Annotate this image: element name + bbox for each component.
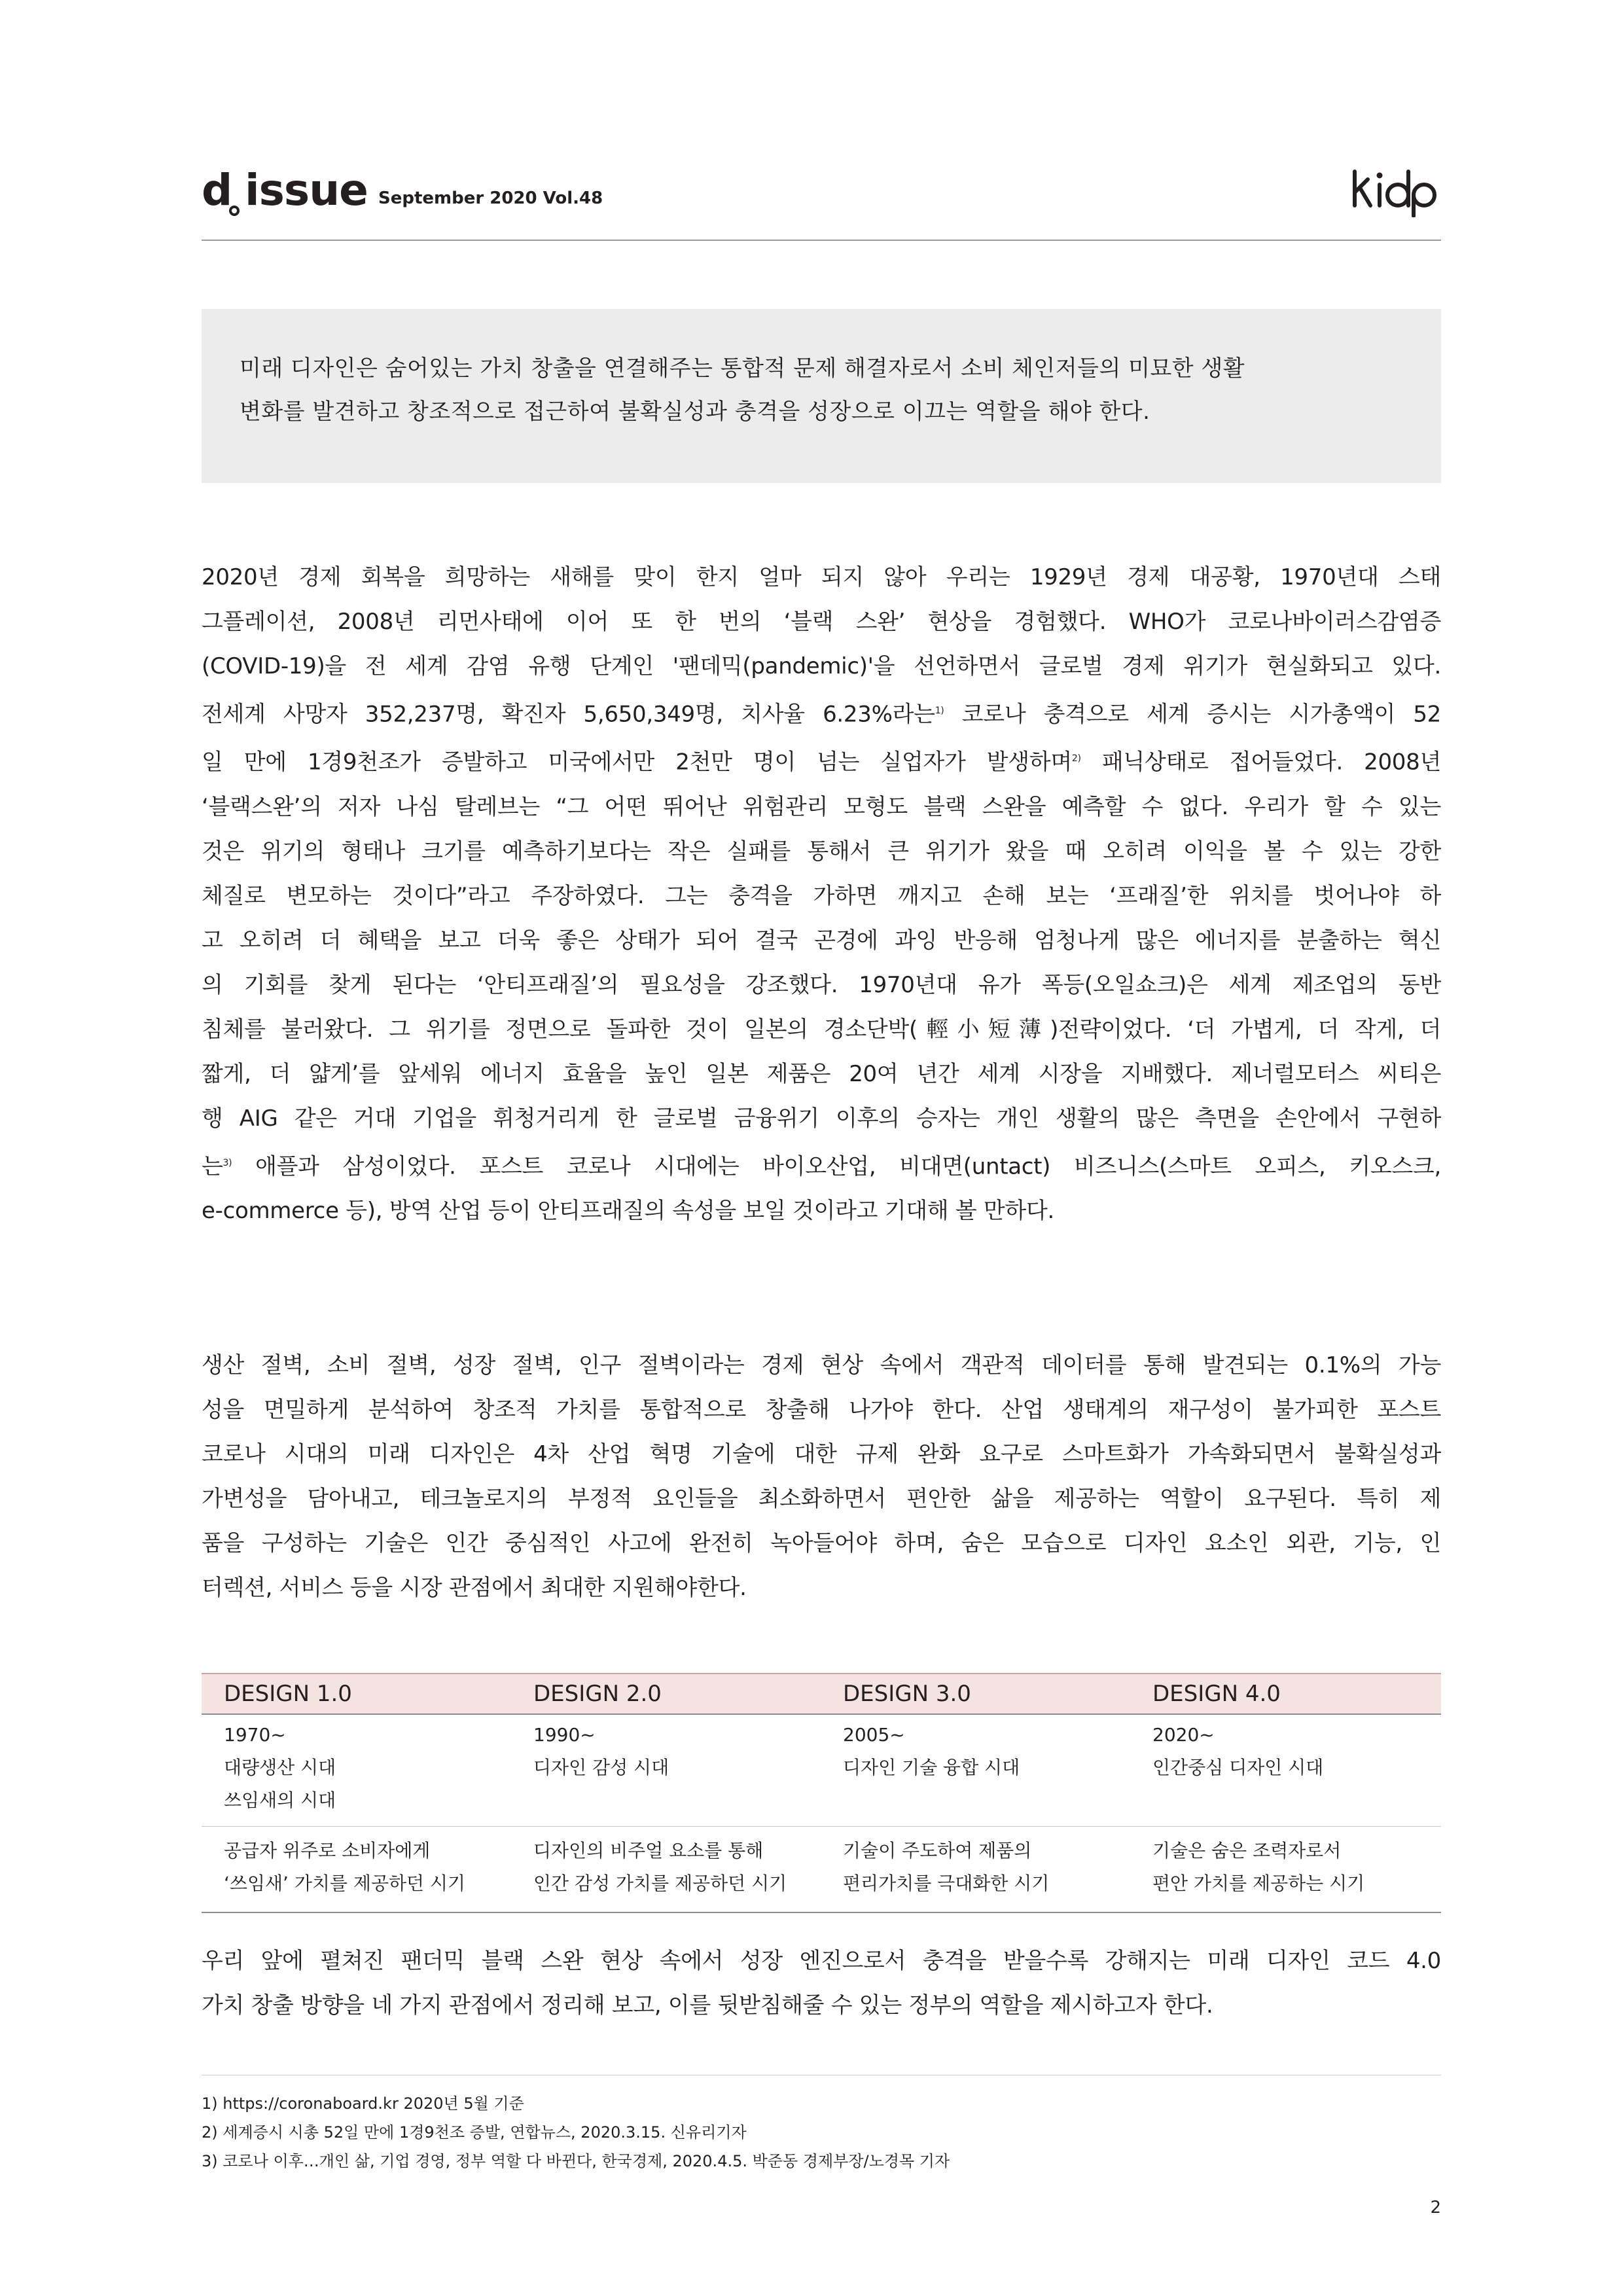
- table-header-cell: DESIGN 2.0: [533, 1681, 662, 1707]
- table-cell: [202, 1827, 511, 1912]
- cell-line: 인간 감성 가치를 제공하던 시기: [533, 1873, 787, 1894]
- cell-line: 디자인 감성 시대: [533, 1757, 669, 1778]
- cell-line: 디자인의 비주얼 요소를 통해: [533, 1840, 764, 1861]
- paragraph-line: 품을 구성하는 기술은 인간 중심적인 사고에 완전히 녹아들어야 하며, 숨은 모습으로 디자인 요소인 외관, 기능, 인: [202, 1530, 1441, 1556]
- footnote-1: 1) https://coronaboard.kr 2020년 5월 기준: [202, 2094, 524, 2113]
- table-row-era: [202, 1715, 1441, 1827]
- paragraph-line: 우리 앞에 펼쳐진 팬더믹 블랙 스완 현상 속에서 성장 엔진으로서 충격을 받을수록 강해지는 미래 디자인 코드 4.0: [202, 1948, 1441, 1974]
- brand-logo-dot: [229, 206, 240, 216]
- table-cell: [1130, 1827, 1440, 1912]
- quote-line: 미래 디자인은 숨어있는 가치 창출을 연결해주는 통합적 문제 해결자로서 소비 체인저들의 미묘한 생활: [240, 355, 1245, 382]
- cell-line: 기술은 숨은 조력자로서: [1152, 1840, 1342, 1861]
- table-cell: [1130, 1715, 1440, 1826]
- paragraph-line: 가변성을 담아내고, 테크놀로지의 부정적 요인들을 최소화하면서 편안한 삶을 제공하는 역할이 요구된다. 특히 제: [202, 1486, 1441, 1512]
- paragraph-line: 가치 창출 방향을 네 가지 관점에서 정리해 보고, 이를 뒷받침해줄 수 있는 정부의 역할을 제시하고자 한다.: [202, 1992, 1213, 2018]
- cell-line: ‘쓰임새’ 가치를 제공하던 시기: [224, 1873, 466, 1894]
- paragraph-line: (COVID-19)을 전 세계 감염 유행 단계인 '팬데믹(pandemic)'을 선언하면서 글로벌 경제 위기가 현실화되고 있다.: [202, 653, 1441, 679]
- paragraph-line: [202, 736, 1441, 784]
- paragraph-line: [202, 1141, 1441, 1189]
- cell-line: 편리가치를 극대화한 시기: [843, 1873, 1050, 1894]
- cell-line: 공급자 위주로 소비자에게: [224, 1840, 431, 1861]
- cell-line: 편안 가치를 제공하는 시기: [1152, 1873, 1365, 1894]
- issue-meta: September 2020 Vol.48: [378, 188, 603, 208]
- paragraph-2: [202, 1343, 1441, 1610]
- summary-quote-box: [202, 309, 1441, 483]
- paragraph-line: 침체를 불러왔다. 그 위기를 정면으로 돌파한 것이 일본의 경소단박(輕小短薄)전략이었다. ‘더 가볍게, 더 작게, 더: [202, 1016, 1441, 1043]
- paragraph-line: 것은 위기의 형태나 크기를 예측하기보다는 작은 실패를 통해서 큰 위기가 왔을 때 오히려 이익을 볼 수 있는 강한: [202, 838, 1441, 865]
- text-run: 애플과 삼성이었다. 포스트 코로나 시대에는 바이오산업, 비대면(untact) 비즈니스(스마트 오피스, 키오스크,: [232, 1153, 1441, 1179]
- paragraph-line: 터렉션, 서비스 등을 시장 관점에서 최대한 지원해야한다.: [202, 1575, 747, 1601]
- paragraph-line: 코로나 시대의 미래 디자인은 4차 산업 혁명 기술에 대한 규제 완화 요구로 스마트화가 가속화되면서 불확실성과: [202, 1441, 1441, 1467]
- footnote-mark-2: 2): [1071, 753, 1081, 764]
- cell-line: 2020~: [1152, 1724, 1215, 1746]
- paragraph-line: 그플레이션, 2008년 리먼사태에 이어 또 한 번의 ‘블랙 스완’ 현상을 경험했다. WHO가 코로나바이러스감염증: [202, 609, 1441, 635]
- cell-line: 기술이 주도하여 제품의: [843, 1840, 1032, 1861]
- text-run: 코로나 충격으로 세계 증시는 시가총액이 52: [944, 701, 1441, 728]
- page-header: [202, 165, 1441, 243]
- footnotes: [202, 2089, 1441, 2176]
- cell-line: 대량생산 시대: [224, 1757, 336, 1778]
- text-run: 전세계 사망자 352,237명, 확진자 5,650,349명, 치사율 6.23%라는: [202, 701, 935, 728]
- paragraph-line: 생산 절벽, 소비 절벽, 성장 절벽, 인구 절벽이라는 경제 현상 속에서 객관적 데이터를 통해 발견되는 0.1%의 가능: [202, 1352, 1441, 1378]
- cell-line: 1990~: [533, 1724, 596, 1746]
- cell-line: 인간중심 디자인 시대: [1152, 1757, 1324, 1778]
- paragraph-line: e-commerce 등), 방역 산업 등이 안티프래질의 속성을 보일 것이라고 기대해 볼 만하다.: [202, 1197, 1055, 1224]
- table-cell: [821, 1827, 1130, 1912]
- table-row-description: [202, 1827, 1441, 1913]
- table-header-cell: DESIGN 3.0: [843, 1681, 971, 1707]
- paragraph-line: 2020년 경제 회복을 희망하는 새해를 맞이 한지 얼마 되지 않아 우리는 1929년 경제 대공황, 1970년대 스태: [202, 564, 1441, 590]
- page-number: 2: [1430, 2198, 1441, 2217]
- paragraph-line: ‘블랙스완’의 저자 나심 탈레브는 “그 어떤 뛰어난 위험관리 모형도 블랙 스완을 예측할 수 없다. 우리가 할 수 있는: [202, 793, 1441, 820]
- footnote-3: 3) 코로나 이후…개인 삶, 기업 경영, 정부 역할 다 바뀐다, 한국경제, 2020.4.5. 박준동 경제부장/노경목 기자: [202, 2152, 950, 2170]
- cell-line: 쓰임새의 시대: [224, 1789, 336, 1811]
- table-cell: [821, 1715, 1130, 1826]
- cell-line: 2005~: [843, 1724, 905, 1746]
- design-evolution-table: [202, 1673, 1441, 1913]
- paragraph-line: 의 기회를 찾게 된다는 ‘안티프래질’의 필요성을 강조했다. 1970년대 유가 폭등(오일쇼크)은 세계 제조업의 동반: [202, 971, 1441, 998]
- table-cell: [511, 1827, 821, 1912]
- cell-line: 1970~: [224, 1724, 286, 1746]
- paragraph-line: 체질로 변모하는 것이다”라고 주장하였다. 그는 충격을 가하면 깨지고 손해 보는 ‘프래질’한 위치를 벗어나야 하: [202, 882, 1441, 909]
- brand-logo-issue: issue: [245, 165, 368, 215]
- text-run: 일 만에 1경9천조가 증발하고 미국에서만 2천만 명이 넘는 실업자가 발생하며: [202, 749, 1072, 776]
- text-run: 패닉상태로 접어들었다. 2008년: [1080, 749, 1441, 776]
- footnote-2: 2) 세계증시 시총 52일 만에 1경9천조 증발, 연합뉴스, 2020.3.15. 신유리기자: [202, 2123, 747, 2142]
- paragraph-line: [202, 689, 1441, 736]
- table-cell: [511, 1715, 821, 1826]
- kidp-logo: [1349, 165, 1441, 217]
- brand-logo-d: d: [202, 165, 232, 215]
- footnote-mark-1: 1): [935, 706, 944, 716]
- text-run: 는: [202, 1153, 223, 1179]
- paragraph-1: [202, 555, 1441, 1233]
- table-header-cell: DESIGN 1.0: [224, 1681, 352, 1707]
- quote-line: 변화를 발견하고 창조적으로 접근하여 불확실성과 충격을 성장으로 이끄는 역할을 해야 한다.: [240, 399, 1150, 425]
- table-cell: [202, 1715, 511, 1826]
- paragraph-line: 고 오히려 더 혜택을 보고 더욱 좋은 상태가 되어 결국 곤경에 과잉 반응해 엄청나게 많은 에너지를 분출하는 혁신: [202, 927, 1441, 954]
- paragraph-line: 성을 면밀하게 분석하여 창조적 가치를 통합적으로 창출해 나가야 한다. 산업 생태계의 재구성이 불가피한 포스트: [202, 1397, 1441, 1423]
- footnote-mark-3: 3): [223, 1157, 232, 1168]
- header-divider: [202, 240, 1441, 241]
- table-header-row: [202, 1673, 1441, 1715]
- table-header-cell: DESIGN 4.0: [1152, 1681, 1281, 1707]
- paragraph-line: 짧게, 더 얇게’를 앞세워 에너지 효율을 높인 일본 제품은 20여 년간 세계 시장을 지배했다. 제너럴모터스 씨티은: [202, 1060, 1441, 1087]
- paragraph-3: [202, 1939, 1441, 2028]
- paragraph-line: 행 AIG 같은 거대 기업을 휘청거리게 한 글로벌 금융위기 이후의 승자는 개인 생활의 많은 측면을 손안에서 구현하: [202, 1105, 1441, 1132]
- cell-line: 디자인 기술 융합 시대: [843, 1757, 1020, 1778]
